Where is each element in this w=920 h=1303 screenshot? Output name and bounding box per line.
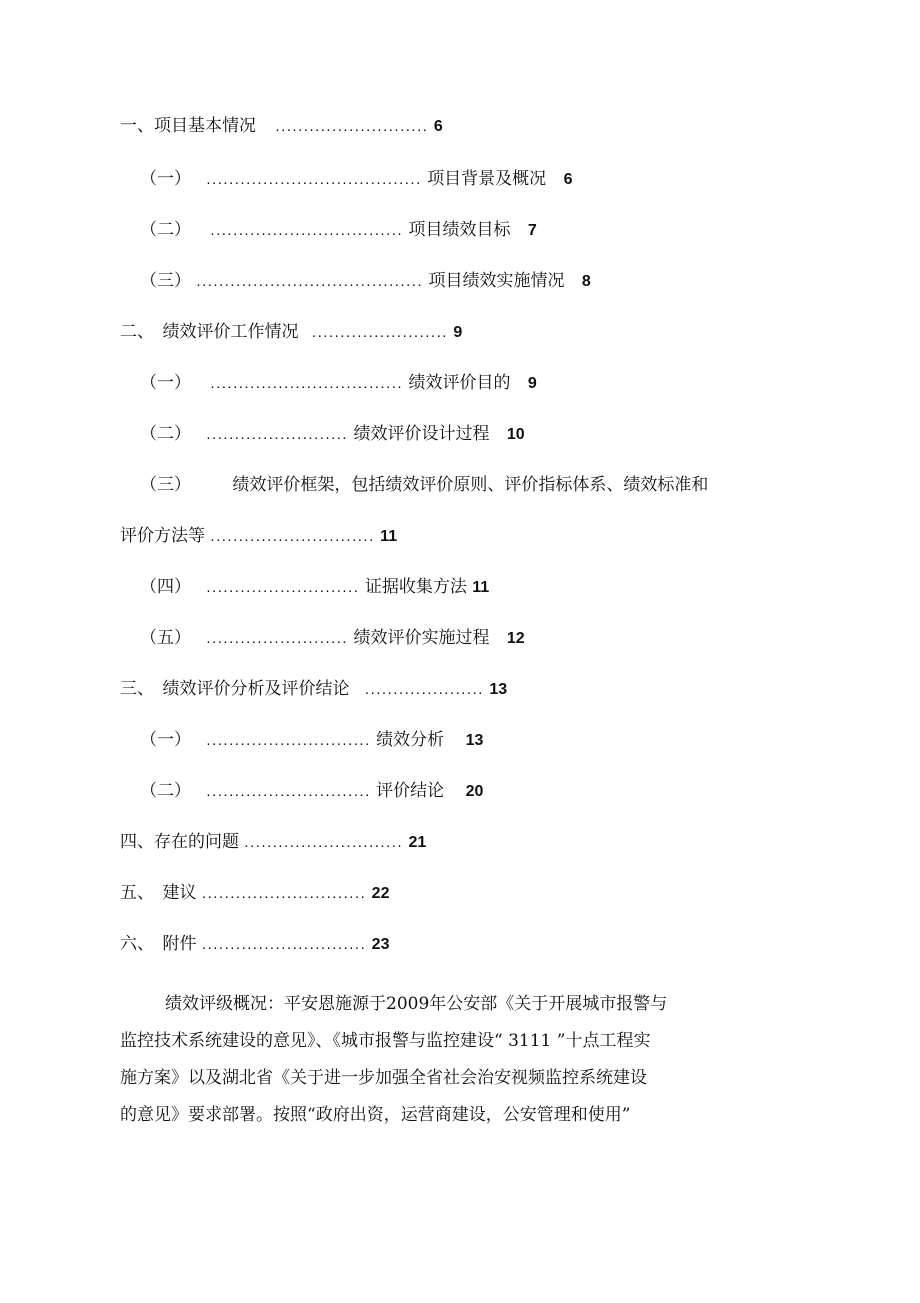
toc-leader-dots: ............................. bbox=[201, 885, 367, 902]
toc-leader-dots: ........................ bbox=[311, 324, 448, 341]
toc-prefix: （二） bbox=[140, 424, 191, 444]
toc-title: 绩效分析 bbox=[376, 730, 445, 750]
toc-page-number: 7 bbox=[527, 222, 537, 239]
toc-prefix: （三） bbox=[140, 271, 191, 291]
toc-leader-dots: ............................. bbox=[201, 936, 367, 953]
toc-title: 绩效评价目的 bbox=[408, 373, 511, 393]
toc-leader-dots: ............................. bbox=[206, 783, 371, 800]
toc-entry[interactable] bbox=[140, 371, 537, 395]
toc-title: 评价结论 bbox=[376, 781, 445, 801]
toc-page-number: 22 bbox=[371, 885, 390, 902]
toc-title: 绩效评价设计过程 bbox=[353, 424, 490, 444]
toc-prefix: （二） bbox=[140, 781, 191, 801]
toc-leader-dots: ........................... bbox=[275, 118, 429, 135]
toc-title: 项目背景及概况 bbox=[427, 169, 547, 189]
toc-entry[interactable] bbox=[140, 473, 708, 497]
toc-entry[interactable] bbox=[120, 881, 389, 905]
toc-prefix: 二、 绩效评价工作情况 bbox=[120, 322, 299, 342]
toc-leader-dots: ............................ bbox=[244, 834, 404, 851]
paragraph-line: 绩效评级概况：平安恩施源于2009年公安部《关于开展城市报警与 bbox=[165, 994, 668, 1014]
toc-prefix: 六、 附件 bbox=[120, 934, 197, 954]
toc-entry[interactable] bbox=[140, 167, 573, 191]
toc-page-number: 13 bbox=[489, 681, 508, 698]
toc-leader-dots: ............................. bbox=[210, 528, 375, 545]
paragraph-line: 的意见》要求部署。按照“政府出资，运营商建设，公安管理和使用” bbox=[120, 1105, 631, 1125]
toc-title: 绩效评价框架，包括绩效评价原则、评价指标体系、绩效标准和 bbox=[232, 475, 709, 495]
toc-page-number: 11 bbox=[380, 528, 398, 545]
toc-page-number: 20 bbox=[465, 783, 484, 800]
toc-entry[interactable] bbox=[140, 728, 483, 752]
toc-prefix: （四） bbox=[140, 577, 191, 597]
toc-entry[interactable] bbox=[140, 269, 591, 293]
toc-prefix: （一） bbox=[140, 169, 191, 189]
toc-prefix: 一、项目基本情况 bbox=[120, 116, 256, 136]
toc-prefix: 五、 建议 bbox=[120, 883, 197, 903]
toc-prefix: （五） bbox=[140, 628, 191, 648]
toc-leader-dots: ......................... bbox=[206, 426, 349, 443]
toc-page-number: 12 bbox=[506, 630, 525, 647]
toc-leader-dots: ........................... bbox=[206, 579, 360, 596]
toc-entry[interactable] bbox=[120, 830, 426, 854]
toc-title: 项目绩效目标 bbox=[408, 220, 511, 240]
toc-entry[interactable] bbox=[140, 218, 537, 242]
toc-prefix: （一） bbox=[140, 373, 191, 393]
toc-leader-dots: .................................. bbox=[210, 375, 404, 392]
toc-page-number: 23 bbox=[371, 936, 390, 953]
toc-entry-continued[interactable] bbox=[120, 524, 397, 548]
toc-page-number: 8 bbox=[581, 273, 591, 290]
toc-prefix: 评价方法等 bbox=[120, 526, 205, 546]
toc-entry[interactable] bbox=[140, 779, 483, 803]
toc-entry[interactable] bbox=[140, 626, 525, 650]
paragraph-line: 施方案》以及湖北省《关于进一步加强全省社会治安视频监控系统建设 bbox=[120, 1068, 647, 1088]
paragraph-line: 监控技术系统建设的意见》、《城市报警与监控建设“ 3111 ”十点工程实 bbox=[120, 1031, 651, 1051]
toc-title: 项目绩效实施情况 bbox=[428, 271, 565, 291]
toc-page-number: 9 bbox=[527, 375, 537, 392]
toc-prefix: （一） bbox=[140, 730, 191, 750]
toc-prefix: 四、存在的问题 bbox=[120, 832, 239, 852]
toc-page-number: 21 bbox=[408, 834, 427, 851]
toc-title: 证据收集方法 bbox=[364, 577, 467, 597]
toc-entry[interactable] bbox=[140, 422, 525, 446]
toc-page-number: 6 bbox=[563, 171, 573, 188]
toc-page-number: 13 bbox=[465, 732, 484, 749]
toc-leader-dots: ..................... bbox=[364, 681, 484, 698]
toc-prefix: 三、 绩效评价分析及评价结论 bbox=[120, 679, 350, 699]
toc-prefix: （二） bbox=[140, 220, 191, 240]
toc-page-number: 10 bbox=[506, 426, 525, 443]
toc-leader-dots: ............................. bbox=[206, 732, 371, 749]
toc-entry[interactable] bbox=[120, 932, 389, 956]
toc-leader-dots: .................................. bbox=[210, 222, 404, 239]
toc-page-number: 11 bbox=[472, 579, 490, 596]
toc-leader-dots: ......................... bbox=[206, 630, 349, 647]
toc-entry[interactable] bbox=[120, 114, 443, 138]
toc-leader-dots: ........................................ bbox=[196, 273, 424, 290]
toc-entry[interactable] bbox=[140, 575, 489, 599]
toc-entry[interactable] bbox=[120, 320, 462, 344]
toc-prefix: （三） bbox=[140, 475, 191, 495]
toc-title: 绩效评价实施过程 bbox=[353, 628, 490, 648]
toc-entry[interactable] bbox=[120, 677, 507, 701]
toc-leader-dots: ...................................... bbox=[206, 171, 422, 188]
toc-page-number: 9 bbox=[453, 324, 463, 341]
toc-page-number: 6 bbox=[433, 118, 443, 135]
